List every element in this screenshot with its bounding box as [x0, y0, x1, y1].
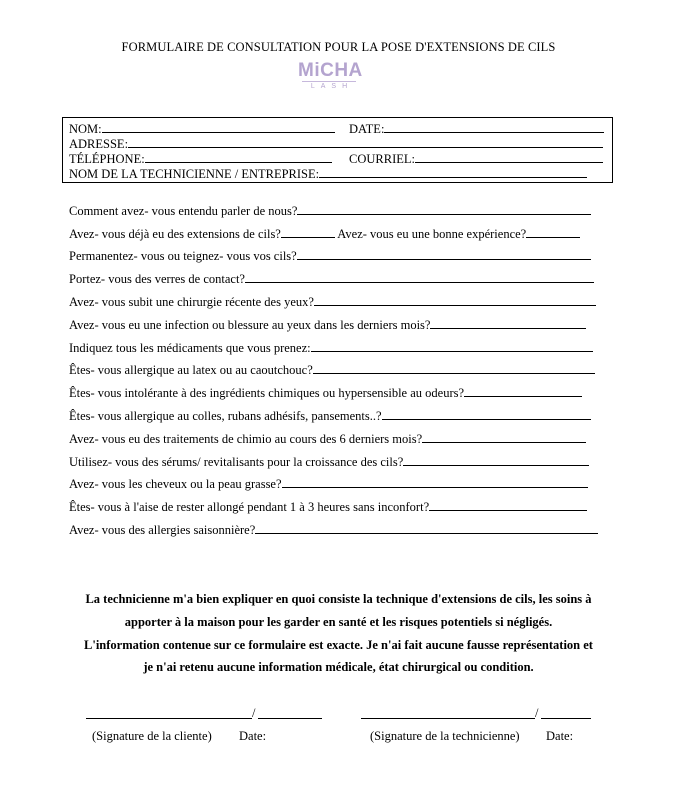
- answer-field[interactable]: [429, 499, 587, 511]
- client-signature-label: (Signature de la cliente): [92, 729, 212, 743]
- date-label: DATE:: [349, 122, 385, 136]
- address-label: ADRESSE:: [69, 137, 129, 151]
- question-row: [69, 271, 594, 286]
- consent-statement-line: La technicienne m'a bien expliquer en quoi consiste la technique d'extensions de cils, les soins à: [85, 592, 592, 606]
- slash-separator: /: [535, 706, 539, 720]
- email-label: COURRIEL:: [349, 152, 415, 166]
- answer-field[interactable]: [314, 294, 596, 306]
- email-row: [349, 151, 603, 166]
- question-text: Avez- vous déjà eu des extensions de cils?: [69, 227, 281, 241]
- technician-row: [69, 166, 587, 181]
- client-date-label: Date:: [239, 729, 267, 743]
- question-text: Êtes- vous allergique au latex ou au caoutchouc?: [69, 363, 313, 377]
- phone-field[interactable]: [145, 151, 332, 163]
- question-row: [69, 408, 591, 423]
- answer-field[interactable]: [281, 226, 335, 238]
- question-row: [69, 203, 591, 218]
- date-field[interactable]: [384, 121, 604, 133]
- question-text: Permanentez- vous ou teignez- vous vos cils?: [69, 249, 297, 263]
- question-row: [69, 294, 596, 309]
- name-label: NOM:: [69, 122, 102, 136]
- date-row: [349, 121, 604, 136]
- address-row: [69, 136, 603, 151]
- answer-field[interactable]: [255, 522, 598, 534]
- technician-signature-label: (Signature de la technicienne): [370, 729, 520, 743]
- question-row: [69, 454, 589, 469]
- client-info-box: [62, 117, 613, 183]
- slash-separator: /: [252, 706, 256, 720]
- question-row: [69, 476, 588, 491]
- technician-date-label: Date:: [546, 729, 574, 743]
- question-text: Avez- vous eu une infection ou blessure au yeux dans les derniers mois?: [69, 318, 431, 332]
- question-row: [69, 226, 580, 241]
- question-row: [69, 248, 591, 263]
- question-text: Êtes- vous intolérante à des ingrédients chimiques ou hypersensible au odeurs?: [69, 386, 465, 400]
- form-title: FORMULAIRE DE CONSULTATION POUR LA POSE D'EXTENSIONS DE CILS: [121, 40, 556, 54]
- question-row: [69, 431, 586, 446]
- question-text: Avez- vous eu des traitements de chimio au cours des 6 derniers mois?: [69, 432, 423, 446]
- question-text: Utilisez- vous des sérums/ revitalisants pour la croissance des cils?: [69, 455, 404, 469]
- technician-date-field[interactable]: [541, 718, 591, 719]
- question-row: [69, 317, 586, 332]
- question-text: Comment avez- vous entendu parler de nous?: [69, 204, 298, 218]
- consent-statement-line: apporter à la maison pour les garder en santé et les risques potentiels si négligés.: [124, 615, 553, 629]
- answer-field[interactable]: [403, 454, 589, 466]
- logo-main-text: MiCHA: [298, 60, 363, 81]
- logo-divider: [302, 81, 356, 82]
- question-text: Avez- vous eu une bonne expérience?: [337, 227, 527, 241]
- technician-signature-field[interactable]: [361, 718, 535, 719]
- name-row: [69, 121, 335, 136]
- phone-label: TÉLÉPHONE:: [69, 152, 145, 166]
- consent-statement-line: L'information contenue sur ce formulaire est exacte. Je n'ai fait aucune fausse représentation et: [84, 638, 593, 652]
- email-field[interactable]: [415, 151, 603, 163]
- answer-field[interactable]: [526, 226, 580, 238]
- consent-statement-line: je n'ai retenu aucune information médicale, état chirurgical ou condition.: [143, 660, 534, 674]
- answer-field[interactable]: [245, 271, 594, 283]
- question-row: [69, 499, 587, 514]
- technician-label: NOM DE LA TECHNICIENNE / ENTREPRISE:: [69, 167, 320, 181]
- question-row: [69, 522, 598, 537]
- micha-lash-logo: [298, 60, 363, 96]
- question-text: Portez- vous des verres de contact?: [69, 272, 245, 286]
- logo-sub-text: LASH: [310, 83, 354, 90]
- answer-field[interactable]: [297, 203, 591, 215]
- answer-field[interactable]: [382, 408, 591, 420]
- question-text: Êtes- vous à l'aise de rester allongé pendant 1 à 3 heures sans inconfort?: [69, 500, 430, 514]
- phone-row: [69, 151, 332, 166]
- answer-field[interactable]: [297, 248, 591, 260]
- answer-field[interactable]: [422, 431, 586, 443]
- question-text: Indiquez tous les médicaments que vous prenez:: [69, 341, 311, 355]
- technician-field[interactable]: [319, 166, 587, 178]
- answer-field[interactable]: [313, 362, 595, 374]
- answer-field[interactable]: [311, 340, 593, 352]
- question-text: Avez- vous des allergies saisonnière?: [69, 523, 256, 537]
- question-row: [69, 340, 593, 355]
- answer-field[interactable]: [464, 385, 582, 397]
- question-text: Êtes- vous allergique au colles, rubans adhésifs, pansements..?: [69, 409, 382, 423]
- question-row: [69, 362, 595, 377]
- answer-field[interactable]: [282, 476, 588, 488]
- question-text: Avez- vous les cheveux ou la peau grasse?: [69, 477, 282, 491]
- address-field[interactable]: [128, 136, 603, 148]
- question-text: Avez- vous subit une chirurgie récente des yeux?: [69, 295, 314, 309]
- client-date-field[interactable]: [258, 718, 322, 719]
- client-signature-field[interactable]: [86, 718, 252, 719]
- question-row: [69, 385, 582, 400]
- answer-field[interactable]: [430, 317, 586, 329]
- name-field[interactable]: [102, 121, 335, 133]
